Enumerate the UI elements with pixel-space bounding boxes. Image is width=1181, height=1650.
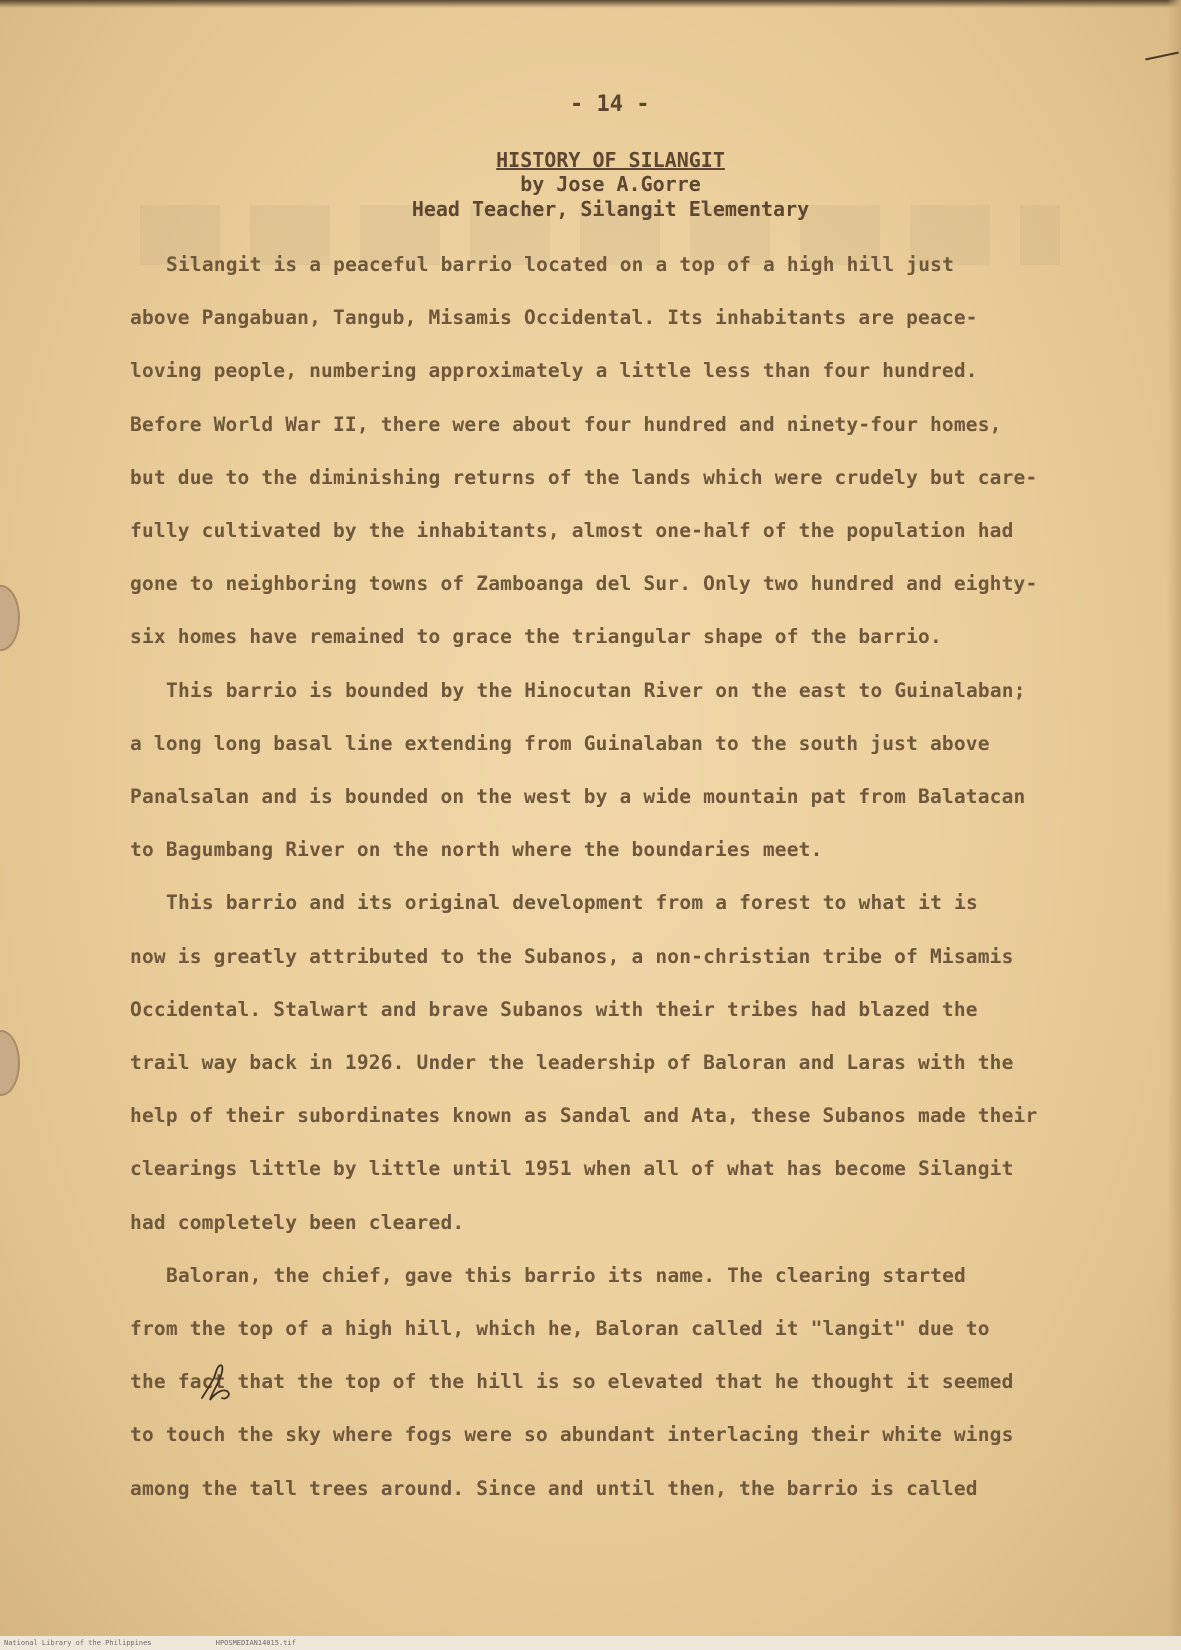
paragraph: This barrio is bounded by the Hinocutan River on the east to Guinalaban; a long long basal line extending from Guinalaban to the south just above Panalsalan and is bounded on the west by a wide mountain pat from Balatacan to Bagumbang River on the north where the boundaries meet. bbox=[130, 678, 1026, 862]
author-line: by Jose A.Gorre bbox=[520, 172, 701, 196]
affiliation-line: Head Teacher, Silangit Elementary bbox=[411, 197, 810, 221]
paragraph: This barrio and its original development from a forest to what it is now is greatly attributed to the Subanos, a non-christian tribe of Misamis Occidental. Stalwart and brave Subanos with their tribes had blazed the trail way back in 1926. Under the leadership of Baloran and Laras with the help of their subordinates known as Sandal and Ata, these Subanos made their clearings little by little until 1951 when all of what has become Silangit had completely been cleared. bbox=[130, 891, 1038, 1234]
footer-source: National Library of the Philippines bbox=[4, 1639, 152, 1647]
paragraph: Silangit is a peaceful barrio located on a top of a high hill just above Pangabuan, Tangub, Misamis Occidental. Its inhabitants are peace- loving people, numbering approximately a little less than four hundred. Before World War II, there were about four hundred and ninety-four homes, but due to the diminishing returns of the lands which were crudely but care- fully cultivated by the inhabitants, almost one-half of the population had gone to neighboring towns of Zamboanga del Sur. Only two hundred and eighty- six homes have remained to grace the triangular shape of the barrio. bbox=[130, 253, 1038, 649]
scan-right-edge bbox=[1167, 0, 1181, 1650]
footer-file-id: HPOSMEDIAN14015.tif bbox=[215, 1639, 296, 1647]
scan-footer bbox=[0, 1636, 1181, 1650]
scan-top-edge bbox=[0, 0, 1181, 8]
body-text bbox=[130, 238, 1090, 1515]
punch-hole-icon bbox=[0, 1030, 20, 1096]
handwritten-annotation-icon bbox=[198, 1358, 238, 1408]
punch-hole-icon bbox=[0, 585, 20, 651]
document-title: HISTORY OF SILANGIT bbox=[496, 148, 725, 172]
page-number: - 14 - bbox=[570, 92, 650, 117]
paragraph: Baloran, the chief, gave this barrio its name. The clearing started from the top of a high hill, which he, Baloran called it "langit" due to the fact that the top of the hill is so elevated that he thought it seemed to touch the sky where fogs were so abundant interlacing their white wings among the tall trees around. Since and until then, the barrio is called bbox=[130, 1263, 1014, 1500]
